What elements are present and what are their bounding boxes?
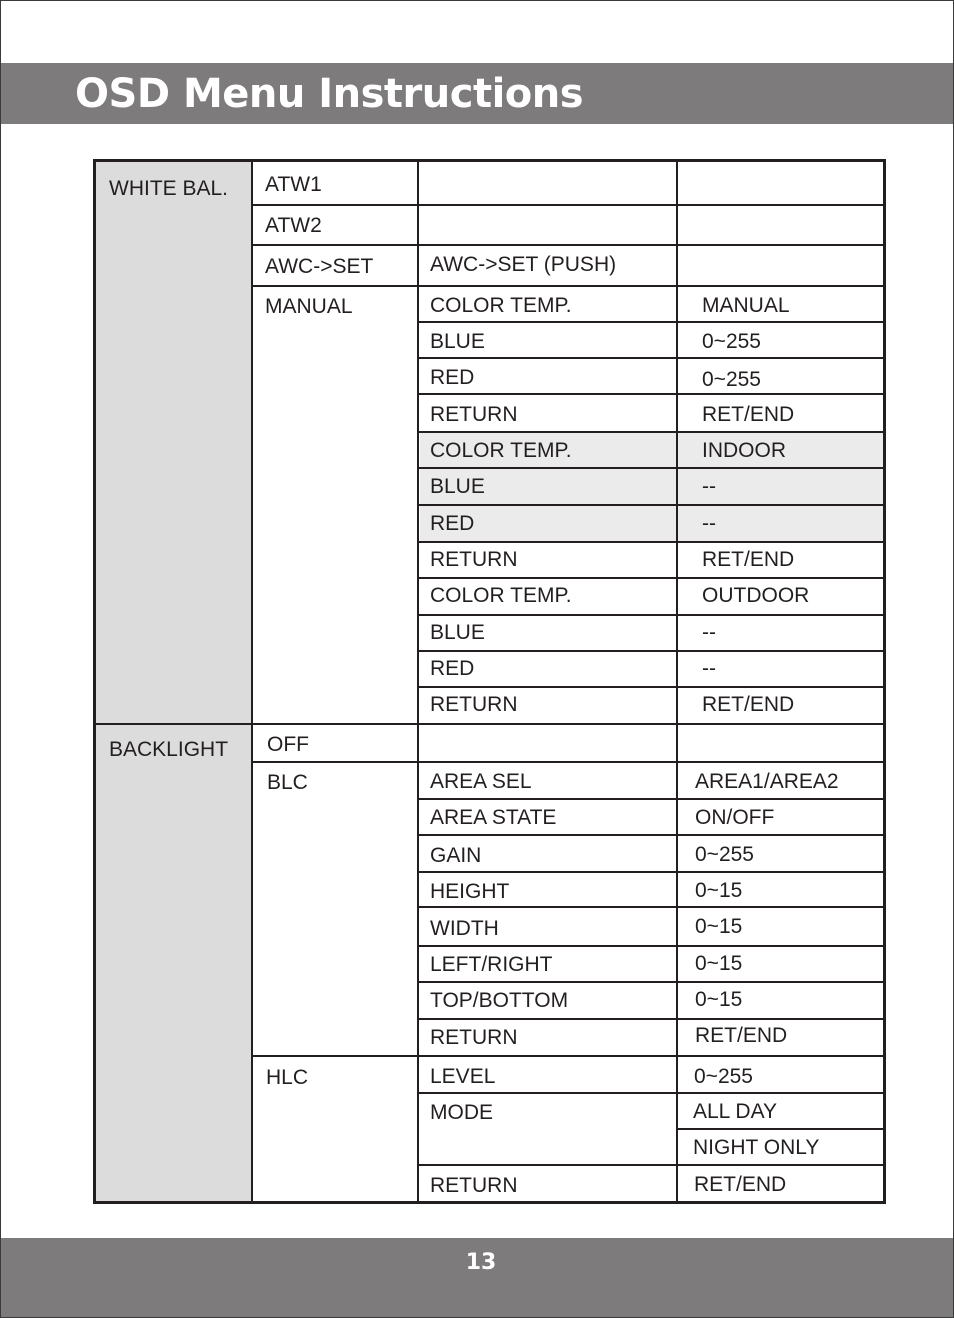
- setting-label: RED: [430, 366, 475, 389]
- row-divider: [417, 834, 885, 836]
- option-hlc: HLC: [266, 1066, 309, 1089]
- setting-label: AREA STATE: [430, 806, 557, 829]
- column-divider: [251, 159, 253, 1203]
- table-border-top: [93, 159, 886, 162]
- row-divider: [417, 577, 885, 579]
- row-divider: [417, 981, 885, 983]
- row-divider: [417, 871, 885, 873]
- column-divider: [676, 159, 678, 1203]
- setting-value: RET/END: [702, 548, 795, 571]
- row-divider: [676, 1128, 885, 1130]
- setting-value: 0~255: [702, 368, 761, 391]
- row-divider: [417, 431, 885, 433]
- setting-label: HEIGHT: [430, 880, 510, 903]
- setting-value: 0~255: [695, 843, 754, 866]
- setting-label: RETURN: [430, 1174, 518, 1197]
- setting-value: 0~15: [695, 915, 743, 938]
- setting-label: COLOR TEMP.: [430, 439, 572, 462]
- row-divider: [417, 650, 885, 652]
- setting-value: NIGHT ONLY: [693, 1136, 820, 1159]
- row-divider: [417, 393, 885, 395]
- setting-label: RETURN: [430, 548, 518, 571]
- section-divider: [93, 723, 886, 725]
- table-border-right: [883, 159, 886, 1204]
- setting-value: ALL DAY: [693, 1100, 778, 1123]
- setting-value: OUTDOOR: [702, 584, 810, 607]
- setting-value: --: [702, 475, 716, 498]
- setting-value: 0~15: [695, 879, 743, 902]
- row-divider: [251, 204, 885, 206]
- page-title: OSD Menu Instructions: [75, 71, 584, 117]
- category-column-shade: [95, 162, 252, 1202]
- option-awc-set: AWC->SET: [265, 255, 374, 278]
- setting-label: LEVEL: [430, 1065, 496, 1088]
- page-number: 13: [465, 1250, 497, 1275]
- setting-value: INDOOR: [702, 439, 786, 462]
- setting-label: TOP/BOTTOM: [430, 989, 569, 1012]
- table-border-bottom: [93, 1201, 886, 1204]
- row-divider: [417, 541, 885, 543]
- option-manual: MANUAL: [265, 295, 353, 318]
- setting-value: ON/OFF: [695, 806, 775, 829]
- setting-value: RET/END: [695, 1024, 788, 1047]
- row-divider: [417, 467, 885, 469]
- setting-label: RETURN: [430, 693, 518, 716]
- row-divider: [417, 1018, 885, 1020]
- row-divider: [417, 321, 885, 323]
- setting-value: --: [702, 657, 716, 680]
- setting-value: RET/END: [694, 1173, 787, 1196]
- setting-label: RED: [430, 657, 475, 680]
- setting-value: AREA1/AREA2: [695, 770, 839, 793]
- table-border-left: [93, 159, 96, 1204]
- row-divider: [417, 504, 885, 506]
- setting-value: 0~255: [694, 1065, 753, 1088]
- setting-label: GAIN: [430, 844, 482, 867]
- setting-label: WIDTH: [430, 917, 499, 940]
- option-off: OFF: [267, 733, 309, 756]
- setting-label: BLUE: [430, 621, 485, 644]
- setting-value: MANUAL: [702, 294, 790, 317]
- setting-label: BLUE: [430, 475, 485, 498]
- setting-value: RET/END: [702, 403, 795, 426]
- column-divider: [417, 159, 419, 1203]
- setting-label: BLUE: [430, 330, 485, 353]
- setting-label: AREA SEL: [430, 770, 532, 793]
- row-divider: [251, 244, 885, 246]
- row-divider: [251, 761, 885, 763]
- option-blc: BLC: [267, 771, 308, 794]
- setting-value: RET/END: [702, 693, 795, 716]
- setting-label: RETURN: [430, 403, 518, 426]
- category-backlight: BACKLIGHT: [109, 738, 229, 761]
- setting-label: COLOR TEMP.: [430, 294, 572, 317]
- setting-label: RED: [430, 512, 475, 535]
- row-divider: [417, 357, 885, 359]
- setting-value: 0~15: [695, 988, 743, 1011]
- row-divider: [417, 614, 885, 616]
- setting-label: COLOR TEMP.: [430, 584, 572, 607]
- option-atw2: ATW2: [265, 214, 322, 237]
- option-atw1: ATW1: [265, 173, 322, 196]
- category-white-bal: WHITE BAL.: [109, 177, 229, 200]
- setting-label: RETURN: [430, 1026, 518, 1049]
- row-divider: [417, 1092, 885, 1094]
- setting-value: 0~255: [702, 330, 761, 353]
- setting-value: --: [702, 512, 716, 535]
- row-divider: [251, 1055, 885, 1057]
- row-divider: [417, 798, 885, 800]
- setting-label: MODE: [430, 1101, 493, 1124]
- setting-value: --: [702, 621, 716, 644]
- row-divider: [251, 285, 885, 287]
- setting-awc-set-push: AWC->SET (PUSH): [430, 253, 617, 276]
- setting-label: LEFT/RIGHT: [430, 953, 553, 976]
- row-divider: [417, 1164, 885, 1166]
- setting-value: 0~15: [695, 952, 743, 975]
- row-divider: [417, 906, 885, 908]
- row-divider: [417, 686, 885, 688]
- row-divider: [417, 945, 885, 947]
